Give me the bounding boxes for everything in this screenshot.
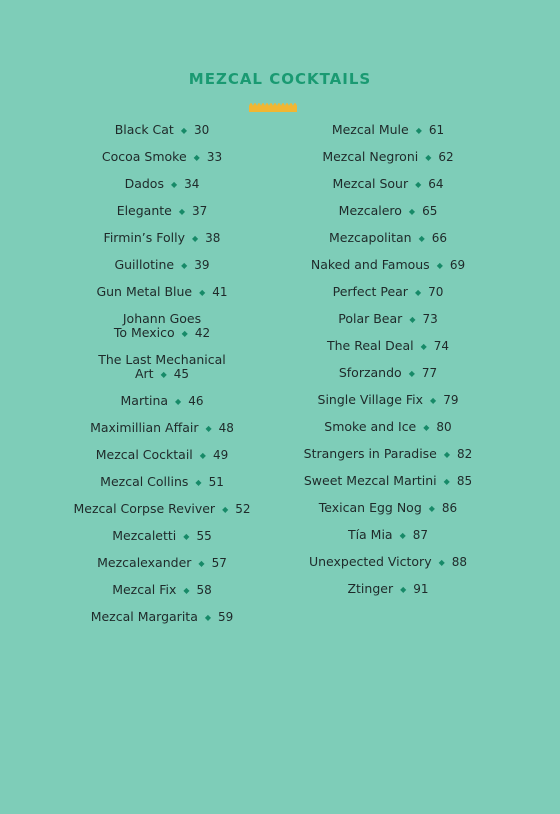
diamond-icon: ◆ [192,234,199,243]
diamond-icon: ◆ [438,558,445,567]
page-number: 52 [235,502,251,516]
diamond-icon: ◆ [415,126,422,135]
index-entry [297,441,479,468]
entry-line [297,231,479,246]
cocktail-name: Single Village Fix [317,392,424,407]
diamond-icon: ◆ [205,424,212,433]
cocktail-name: Gun Metal Blue [96,284,193,299]
index-entry [297,171,479,198]
cocktail-name: Mezcal Cocktail [95,447,193,462]
wave-ornament-icon [249,100,297,112]
cocktail-name: Unexpected Victory [308,554,432,569]
page-number: 49 [212,448,229,462]
diamond-icon: ◆ [183,532,190,541]
index-entry [62,279,262,306]
index-entry [297,117,479,144]
cocktail-name: Maximillian Affair [90,420,199,435]
entry-line [62,353,262,367]
entry-line [62,150,262,165]
entry-line [297,501,479,516]
cocktail-name: Dados [124,176,164,191]
diamond-icon: ◆ [400,585,407,594]
entry-line [297,393,479,408]
cocktail-name: Mezcal Margarita [90,609,198,624]
page-number: 74 [433,339,450,353]
diamond-icon: ◆ [181,261,188,270]
cocktail-name: Polar Bear [338,311,403,326]
index-entry [297,522,479,549]
diamond-icon: ◆ [198,559,205,568]
entry-line [62,610,262,625]
page-number: 51 [208,475,224,489]
cocktail-name: Ztinger [347,581,394,596]
page-number: 39 [194,258,210,272]
entry-line [62,123,262,138]
index-entry [62,225,262,252]
cocktail-name: Mezcaletti [112,528,177,543]
cocktail-name: Johann Goes [122,311,202,326]
cocktail-name: Sforzando [338,365,402,380]
index-entry [297,144,479,171]
diamond-icon: ◆ [175,397,182,406]
index-entry [62,252,262,279]
entry-line [297,555,479,570]
index-entry [62,144,262,171]
cocktail-name: Perfect Pear [332,284,408,299]
diamond-icon: ◆ [420,342,427,351]
page-number: 66 [431,231,448,245]
cocktail-name: Mezcalero [338,203,402,218]
index-entry [62,442,262,469]
entry-line [297,150,479,165]
cocktail-name: Mezcal Fix [112,582,177,597]
diamond-icon: ◆ [181,329,188,338]
entry-line [297,177,479,192]
diamond-icon: ◆ [415,180,422,189]
entry-line [62,502,262,517]
entry-line [62,258,262,273]
entry-line [297,258,479,273]
right-column [297,117,479,603]
diamond-icon: ◆ [423,423,430,432]
entry-line [62,204,262,219]
cocktail-name: Art [134,366,154,381]
diamond-icon: ◆ [222,505,229,514]
page-number: 45 [173,367,190,381]
entry-line [62,583,262,598]
cocktail-name: The Real Deal [326,338,414,353]
page-number: 82 [457,447,473,461]
page-number: 57 [211,556,227,570]
diamond-icon: ◆ [178,207,186,216]
page-title: MEZCAL COCKTAILS [188,70,372,88]
index-entry [297,468,479,495]
entry-line [62,556,262,571]
cocktail-name: Mezcal Corpse Reviver [73,501,216,516]
cocktail-name: Mezcalexander [97,555,192,570]
diamond-icon: ◆ [399,531,406,540]
index-entry [297,279,479,306]
cocktail-name: Mezcapolitan [328,230,412,245]
index-entry [62,604,262,631]
entry-line [62,231,262,246]
index-entry [297,252,479,279]
page-number: 80 [436,420,452,434]
page-number: 86 [441,501,458,515]
page-number: 55 [196,529,212,543]
cocktail-name: Firmin’s Folly [103,230,185,245]
page-number: 38 [205,231,221,245]
entry-line [62,448,262,463]
diamond-icon: ◆ [195,478,202,487]
cocktail-name: Texican Egg Nog [318,500,422,515]
cocktail-name: Mezcal Collins [100,474,189,489]
entry-line [62,312,262,326]
index-entry [62,550,262,577]
page-number: 58 [196,583,212,597]
cocktail-name: Sweet Mezcal Martini [303,473,437,488]
diamond-icon: ◆ [428,504,435,513]
index-entry [62,469,262,496]
cocktail-name: Smoke and Ice [324,419,417,434]
page-number: 88 [451,555,468,569]
cocktail-name: Cocoa Smoke [101,149,187,164]
cocktail-name: The Last Mechanical [98,352,226,367]
index-entry [62,117,262,144]
diamond-icon: ◆ [183,586,190,595]
diamond-icon: ◆ [443,477,450,486]
page-number: 69 [449,258,466,272]
diamond-icon: ◆ [180,126,187,135]
entry-line [297,312,479,327]
diamond-icon: ◆ [160,370,167,379]
page-number: 85 [456,474,473,488]
entry-line [297,204,479,219]
page-number: 87 [412,528,429,542]
cocktail-name: Naked and Famous [310,257,430,272]
diamond-icon: ◆ [199,288,206,297]
page-number: 48 [218,421,234,435]
page-number: 65 [422,204,438,218]
index-entry [297,576,479,603]
page-number: 42 [194,326,211,340]
entry-line [297,528,479,543]
index-entry [297,333,479,360]
entry-line [297,285,479,300]
entry-line [62,421,262,436]
page-number: 33 [206,150,223,164]
page-number: 37 [192,204,208,218]
entry-line [62,394,262,409]
diamond-icon: ◆ [418,234,425,243]
page-number: 91 [413,582,429,596]
entry-line [62,326,262,341]
diamond-icon: ◆ [443,450,451,459]
page-number: 62 [438,150,454,164]
index-entry [297,306,479,333]
cocktail-name: Black Cat [114,122,174,137]
diamond-icon: ◆ [430,396,437,405]
diamond-icon: ◆ [414,288,422,297]
cocktail-name: To Mexico [113,325,175,340]
cocktail-name: Martina [120,393,169,408]
diamond-icon: ◆ [170,180,178,189]
entry-line [297,123,479,138]
index-entry [297,387,479,414]
diamond-icon: ◆ [409,315,416,324]
index-entry [62,415,262,442]
entry-line [62,177,262,192]
index-entry [297,549,479,576]
diamond-icon: ◆ [425,153,432,162]
page-number: 70 [428,285,444,299]
index-entry [62,347,262,388]
cocktail-name: Mezcal Negroni [322,149,419,164]
index-entry [62,306,262,347]
index-entry [297,360,479,387]
page-number: 64 [428,177,444,191]
diamond-icon: ◆ [408,369,415,378]
cocktail-name: Guillotine [114,257,175,272]
entry-line [297,582,479,597]
entry-line [297,474,479,489]
page-number: 34 [184,177,200,191]
entry-line [297,366,479,381]
page-number: 61 [428,123,445,137]
page-number: 73 [422,312,438,326]
index-entry [62,388,262,415]
index-entry [297,225,479,252]
page-number: 79 [443,393,459,407]
cocktail-name: Tía Mia [347,527,393,542]
index-entry [297,414,479,441]
entry-line [297,420,479,435]
page-number: 30 [193,123,210,137]
diamond-icon: ◆ [199,451,206,460]
entry-line [62,367,262,382]
diamond-icon: ◆ [193,153,200,162]
page-number: 77 [421,366,438,380]
cocktail-name: Strangers in Paradise [303,446,437,461]
entry-line [297,447,479,462]
page-number: 46 [188,394,204,408]
entry-line [62,529,262,544]
entry-line [62,475,262,490]
index-entry [62,577,262,604]
index-entry [62,496,262,523]
cocktail-name: Mezcal Sour [332,176,409,191]
index-entry [62,171,262,198]
left-column [62,117,262,631]
index-entry [297,495,479,522]
page-number: 41 [212,285,228,299]
cocktail-name: Elegante [116,203,172,218]
index-entry [62,523,262,550]
page-number: 59 [218,610,234,624]
diamond-icon: ◆ [204,613,212,622]
index-entry [297,198,479,225]
diamond-icon: ◆ [408,207,416,216]
diamond-icon: ◆ [436,261,443,270]
entry-line [62,285,262,300]
cocktail-name: Mezcal Mule [331,122,409,137]
entry-line [297,339,479,354]
index-entry [62,198,262,225]
